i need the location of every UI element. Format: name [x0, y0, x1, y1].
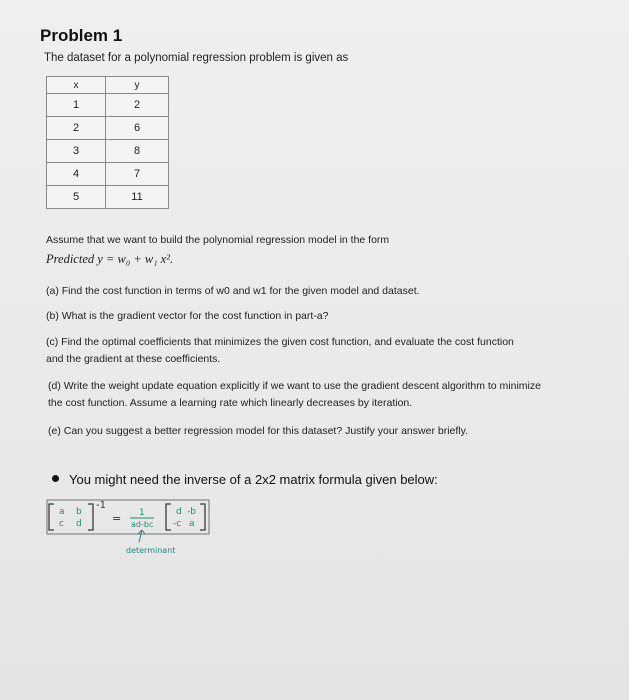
inverse-a: a [189, 519, 195, 529]
assumption-text: Assume that we want to build the polynomial regression model in the form [46, 234, 390, 246]
cell-x: 4 [47, 163, 106, 186]
cell-x: 1 [47, 94, 106, 117]
matrix-b: b [76, 507, 82, 517]
question-c: (c) Find the optimal coefficients that minimizes the given cost function, and evaluate the cost function and the gradient at these coefficients. [46, 336, 514, 365]
column-header-y: y [106, 77, 169, 94]
bullet-dot-icon [52, 475, 59, 482]
table-row [47, 117, 169, 140]
table-row [47, 163, 169, 186]
column-header-x: x [47, 77, 106, 94]
question-a: (a) Find the cost function in terms of w0 and w1 for the given model and dataset. [46, 285, 420, 297]
right-bracket-open [166, 504, 171, 530]
inverse-matrix-note [46, 498, 211, 558]
matrix-a: a [59, 507, 65, 517]
hint-text: You might need the inverse of a 2x2 matrix formula given below: [69, 472, 438, 487]
dataset-table [46, 76, 169, 209]
table-header-row [47, 77, 169, 94]
matrix-d: d [76, 519, 82, 529]
question-d: (d) Write the weight update equation explicitly if we want to use the gradient descent algorithm to minimize the cost function. Assume a learning rate which linearly decreases by iteration. [48, 380, 541, 409]
problem-title: Problem 1 [40, 26, 123, 45]
inverse-minus-b: -b [187, 507, 196, 517]
cell-y: 2 [106, 94, 169, 117]
cell-y: 6 [106, 117, 169, 140]
left-bracket-open [49, 504, 54, 530]
determinant-label: determinant [126, 546, 176, 555]
inverse-minus-c: -c [173, 519, 182, 529]
equals-sign: = [112, 512, 122, 525]
table-row [47, 94, 169, 117]
table-row [47, 140, 169, 163]
annotation-box [47, 500, 209, 534]
cell-x: 3 [47, 140, 106, 163]
arrow-icon [138, 530, 145, 542]
left-bracket-close [88, 504, 93, 530]
cell-x: 2 [47, 117, 106, 140]
fraction-numerator: 1 [139, 508, 145, 518]
cell-y: 8 [106, 140, 169, 163]
inverse-d: d [176, 507, 182, 517]
hint-bullet [52, 472, 438, 487]
question-e: (e) Can you suggest a better regression model for this dataset? Justify your answer briefly. [48, 425, 469, 437]
table-row [47, 186, 169, 209]
cell-y: 11 [106, 186, 169, 209]
cell-x: 5 [47, 186, 106, 209]
inverse-exponent: -1 [96, 500, 106, 511]
fraction-denominator: ad-bc [131, 520, 154, 529]
model-formula: Predicted y = w₀ + w₁ x². [46, 252, 174, 266]
matrix-c: c [59, 519, 64, 529]
question-b: (b) What is the gradient vector for the cost function in part-a? [46, 310, 329, 322]
right-bracket-close [200, 504, 205, 530]
intro-text: The dataset for a polynomial regression problem is given as [44, 52, 349, 64]
cell-y: 7 [106, 163, 169, 186]
